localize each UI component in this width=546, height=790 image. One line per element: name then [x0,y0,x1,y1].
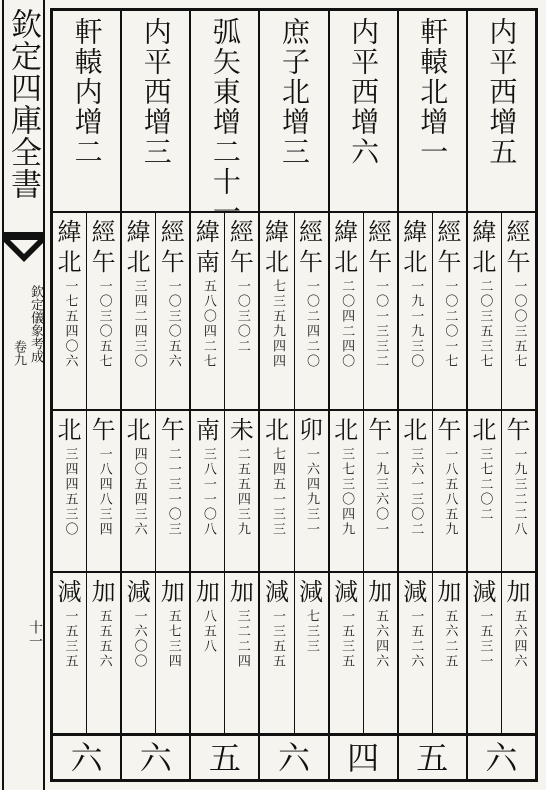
wei-direction-2: 北 [126,416,151,444]
star-name: 弧矢東增二十一 [208,17,242,227]
wei-degrees-2: 三七三〇四九 [339,447,355,537]
wei-label: 緯 [403,218,428,246]
coord-cell-b [53,411,120,573]
corr-a-value: 八五八 [200,609,216,654]
wei-direction-2: 北 [264,416,289,444]
magnitude: 五 [208,738,241,777]
wei-degrees: 二〇三五三七 [477,279,493,369]
corr-a-value: 一五三一 [477,609,493,669]
coord-cell-a [399,213,466,411]
coord-cell-a [260,213,327,411]
jing-degrees: 一〇三〇五六 [165,279,181,369]
corr-a-sign: 減 [472,578,497,606]
jing-degrees-2: 一六四九三一 [304,447,320,537]
corr-b-value: 五五五六 [96,609,112,669]
star-column [53,11,120,779]
jing-degrees-2: 一九三二二八 [511,447,527,537]
wei-degrees: 一七五四〇六 [62,279,78,369]
corr-a-sub [191,573,225,733]
star-name: 内平西增六 [347,17,381,167]
correction-cell [468,573,535,736]
star-name: 内平西增五 [485,17,519,167]
coord-cell-b [399,411,466,573]
coord-cell-b [260,411,327,573]
coord-cell-b [191,411,258,573]
jing-sub-2 [87,411,120,571]
corr-b-value: 五六二五 [442,609,458,669]
corr-b-value: 五六四六 [373,609,389,669]
corr-b-sign: 減 [299,578,324,606]
jing-sub [156,213,189,409]
magnitude-cell [330,736,397,779]
wei-sub-2 [330,411,364,571]
corr-b-value: 三二二四 [234,609,250,669]
wei-degrees: 五八〇四二七 [200,279,216,369]
margin-rule-inner [43,0,45,790]
corr-b-value: 七三三 [304,609,320,654]
wei-direction-2: 北 [334,416,359,444]
corr-a-sub [330,573,364,733]
jing-degrees: 一〇三〇二 [234,279,250,354]
corr-a-value: 一五三五 [339,609,355,669]
star-name-cell [468,11,535,213]
wei-sub [468,213,502,409]
wei-degrees: 二〇四二四〇 [339,279,355,369]
jing-degrees: 一〇二四二〇 [304,279,320,369]
corr-b-sign: 加 [91,578,116,606]
coord-cell-a [468,213,535,411]
star-column [258,11,327,779]
jing-degrees: 一〇二〇一七 [442,279,458,369]
wei-sub [191,213,225,409]
jing-sign: 午 [229,248,254,276]
star-name: 軒轅内增二 [70,17,104,167]
jing-label: 經 [368,218,393,246]
jing-sub [225,213,258,409]
star-name-cell [191,11,258,227]
correction-cell [399,573,466,736]
corr-b-sign: 加 [229,578,254,606]
correction-cell [330,573,397,736]
wei-label: 緯 [126,218,151,246]
correction-cell [122,573,189,736]
jing-sign-2: 未 [229,416,254,444]
corr-a-sub [399,573,433,733]
wei-direction-2: 北 [403,416,428,444]
jing-label: 經 [91,218,116,246]
star-column [189,11,258,779]
corr-b-sub [364,573,397,733]
wei-sub [53,213,87,409]
jing-sign: 午 [368,248,393,276]
magnitude: 六 [139,738,172,777]
jing-degrees: 一〇〇三五七 [511,279,527,369]
corr-b-sign: 加 [506,578,531,606]
wei-direction: 北 [334,248,359,276]
corr-a-sign: 減 [334,578,359,606]
wei-sub-2 [122,411,156,571]
jing-degrees-2: 一九三六〇一 [373,447,389,537]
jing-sub-2 [156,411,189,571]
correction-cell [191,573,258,736]
corr-a-value: 一六〇〇 [131,609,147,669]
wei-direction: 北 [57,248,82,276]
magnitude: 四 [347,738,380,777]
star-name-cell [260,11,327,213]
jing-sub [502,213,535,409]
star-column [328,11,397,779]
corr-a-sub [53,573,87,733]
jing-sign-2: 午 [506,416,531,444]
corr-a-sign: 減 [403,578,428,606]
margin-rule-outer [2,0,4,790]
star-column [466,11,535,779]
jing-sub-2 [433,411,466,571]
wei-degrees: 一九一九三〇 [408,279,424,369]
magnitude: 五 [416,738,449,777]
wei-sub [122,213,156,409]
corr-a-value: 一五三五 [62,609,78,669]
wei-sub-2 [53,411,87,571]
magnitude-cell [260,736,327,779]
corr-b-sub [156,573,189,733]
jing-degrees-2: 一八五八五九 [442,447,458,537]
wei-degrees-2: 三六一三〇二 [408,447,424,537]
magnitude-cell [399,736,466,779]
magnitude: 六 [278,738,311,777]
corr-a-sign: 減 [57,578,82,606]
magnitude: 六 [70,738,103,777]
star-name: 軒轅北增一 [416,17,450,167]
star-name: 内平西增三 [139,17,173,167]
coord-cell-a [122,213,189,411]
correction-cell [53,573,120,736]
jing-sign: 午 [160,248,185,276]
book-subtitle: 欽定儀象考成 [28,285,43,363]
wei-label: 緯 [195,218,220,246]
wei-label: 緯 [57,218,82,246]
corr-a-sign: 加 [195,578,220,606]
corr-a-value: 一三五五 [269,609,285,669]
wei-label: 緯 [334,218,359,246]
coord-cell-b [330,411,397,573]
jing-sub-2 [225,411,258,571]
jing-sign-2: 午 [437,416,462,444]
jing-label: 經 [437,218,462,246]
corr-b-sign: 加 [368,578,393,606]
corr-b-sub [502,573,535,733]
page-number: 十一 [27,620,43,648]
coord-cell-b [468,411,535,573]
jing-sign-2: 午 [160,416,185,444]
wei-sub-2 [468,411,502,571]
wei-sub [330,213,364,409]
wei-sub-2 [260,411,294,571]
jing-label: 經 [160,218,185,246]
book-title: 欽定四庫全書 [5,8,41,200]
star-name-cell [399,11,466,213]
jing-label: 經 [506,218,531,246]
corr-b-value: 五七三四 [165,609,181,669]
magnitude-cell [468,736,535,779]
jing-label: 經 [229,218,254,246]
jing-sign-2: 午 [368,416,393,444]
coord-cell-a [53,213,120,411]
wei-direction-2: 南 [195,416,220,444]
wei-degrees-2: 三四四五三〇 [62,447,78,537]
jing-sub-2 [364,411,397,571]
star-table [50,8,538,782]
wei-direction-2: 北 [472,416,497,444]
corr-b-sign: 加 [160,578,185,606]
correction-cell [260,573,327,736]
corr-a-sign: 減 [126,578,151,606]
magnitude: 六 [485,738,518,777]
corr-a-sub [468,573,502,733]
magnitude-cell [122,736,189,779]
jing-sign-2: 卯 [299,416,324,444]
wei-degrees-2: 四〇五四三六 [131,447,147,537]
jing-sub [87,213,120,409]
wei-sub [260,213,294,409]
jing-label: 經 [299,218,324,246]
coord-cell-a [330,213,397,411]
magnitude-cell [53,736,120,779]
fold-mark-icon [4,232,44,262]
coord-cell-a [191,213,258,411]
coord-cell-b [122,411,189,573]
corr-a-sub [260,573,294,733]
wei-degrees-2: 三八一一〇八 [200,447,216,537]
wei-sub-2 [399,411,433,571]
wei-degrees: 三四二四三〇 [131,279,147,369]
jing-sign: 午 [91,248,116,276]
star-column [120,11,189,779]
wei-sub-2 [191,411,225,571]
star-name: 庶子北增三 [278,17,311,167]
jing-sign: 午 [506,248,531,276]
star-name-cell [53,11,120,213]
corr-b-sign: 加 [437,578,462,606]
wei-direction: 北 [264,248,289,276]
corr-b-value: 五六四六 [511,609,527,669]
wei-direction: 北 [403,248,428,276]
book-juan: 卷九 [11,340,26,366]
wei-sub [399,213,433,409]
corr-b-sub [433,573,466,733]
jing-sub-2 [295,411,328,571]
jing-degrees-2: 一八四八三四 [96,447,112,537]
jing-degrees: 一〇三〇五七 [96,279,112,369]
wei-direction: 北 [126,248,151,276]
corr-a-sign: 減 [264,578,289,606]
jing-sub-2 [502,411,535,571]
wei-degrees-2: 三七二〇二 [477,447,493,522]
jing-sign-2: 午 [91,416,116,444]
corr-a-value: 一五二六 [408,609,424,669]
star-name-cell [122,11,189,213]
corr-b-sub [225,573,258,733]
wei-degrees: 七三五九四四 [269,279,285,369]
jing-sign: 午 [437,248,462,276]
magnitude-cell [191,736,258,779]
corr-b-sub [295,573,328,733]
jing-sign: 午 [299,248,324,276]
corr-a-sub [122,573,156,733]
wei-degrees-2: 七四五一三三 [269,447,285,537]
wei-label: 緯 [264,218,289,246]
jing-degrees: 一〇一三三二 [373,279,389,369]
jing-sub [364,213,397,409]
jing-sub [295,213,328,409]
star-name-cell [330,11,397,213]
star-column [397,11,466,779]
wei-direction: 南 [195,248,220,276]
jing-sub [433,213,466,409]
wei-direction: 北 [472,248,497,276]
corr-b-sub [87,573,120,733]
wei-label: 緯 [472,218,497,246]
jing-degrees-2: 二一三一〇三 [165,447,181,537]
wei-direction-2: 北 [57,416,82,444]
jing-degrees-2: 二五五四三九 [234,447,250,537]
